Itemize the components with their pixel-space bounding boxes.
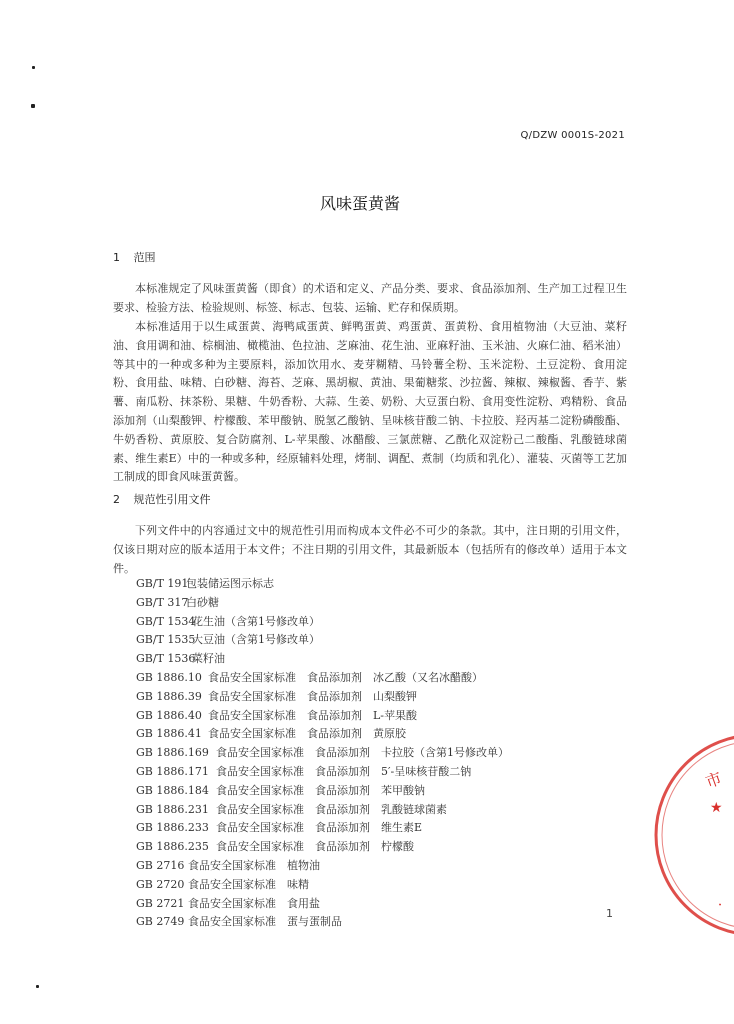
reference-item [136, 669, 509, 688]
reference-code: GB/T 1535 [136, 633, 196, 647]
reference-item [136, 613, 509, 632]
reference-title: 食品安全国家标准 食品添加剂 山梨酸钾 [208, 689, 417, 703]
standard-code: Q/DZW 0001S-2021 [520, 130, 625, 141]
reference-item [136, 913, 509, 932]
reference-item [136, 819, 509, 838]
reference-code: GB 1886.235 [136, 840, 209, 854]
reference-code: GB/T 1536 [136, 652, 196, 666]
reference-title: 菜籽油 [192, 652, 225, 666]
section-title: 范围 [133, 251, 156, 264]
reference-code: GB 1886.39 [136, 689, 202, 703]
references-intro-paragraph: 下列文件中的内容通过文中的规范性引用而构成本文件必不可少的条款。其中，注日期的引用文件，仅该日期对应的版本适用于本文件；不注日期的引用文件，其最新版本（包括所有的修改单）适用于本文件。 [113, 524, 627, 575]
reference-title: 食品安全国家标准 味精 [188, 877, 309, 891]
section-heading-scope [113, 249, 156, 265]
scope-paragraph-1: 本标准规定了风味蛋黄酱（即食）的术语和定义、产品分类、要求、食品添加剂、生产加工过程卫生要求、检验方法、检验规则、标签、标志、包装、运输、贮存和保质期。 [113, 282, 627, 314]
reference-item [136, 650, 509, 669]
section-number: 2 [113, 493, 120, 506]
reference-code: GB 1886.10 [136, 670, 202, 684]
svg-text:★: ★ [710, 800, 723, 816]
svg-text:·: · [714, 897, 726, 914]
reference-title: 食品安全国家标准 食品添加剂 5′-呈味核苷酸二钠 [216, 764, 472, 778]
reference-title: 食品安全国家标准 食品添加剂 L-苹果酸 [208, 708, 418, 722]
official-seal [686, 720, 734, 950]
reference-item [136, 688, 509, 707]
reference-item [136, 895, 509, 914]
reference-title: 食品安全国家标准 食品添加剂 黄原胶 [208, 727, 406, 741]
reference-title: 白砂糖 [186, 595, 219, 609]
reference-code: GB 2749 [136, 915, 185, 929]
section-heading-normative-references [113, 491, 211, 507]
reference-item [136, 782, 509, 801]
reference-item [136, 801, 509, 820]
scan-speck [36, 985, 39, 988]
reference-title: 食品安全国家标准 食品添加剂 乳酸链球菌素 [216, 802, 447, 816]
reference-title: 食品安全国家标准 食品添加剂 冰乙酸（又名冰醋酸） [208, 670, 483, 684]
reference-item [136, 725, 509, 744]
reference-code: GB 1886.41 [136, 727, 202, 741]
document-title: 风味蛋黄酱 [319, 194, 400, 213]
scan-speck [32, 66, 35, 69]
reference-title: 食品安全国家标准 植物油 [188, 858, 320, 872]
reference-code: GB/T 1534 [136, 614, 196, 628]
reference-item [136, 763, 509, 782]
reference-code: GB 1886.231 [136, 802, 209, 816]
section-title: 规范性引用文件 [133, 493, 211, 506]
scan-speck [31, 104, 35, 108]
svg-text:市: 市 [702, 768, 725, 792]
reference-title: 食品安全国家标准 蛋与蛋制品 [188, 915, 342, 929]
reference-item [136, 575, 509, 594]
reference-title: 食品安全国家标准 食品添加剂 苯甲酸钠 [216, 783, 425, 797]
reference-title: 食品安全国家标准 食品添加剂 柠檬酸 [216, 840, 414, 854]
reference-item [136, 876, 509, 895]
reference-code: GB 1886.184 [136, 783, 209, 797]
reference-item [136, 707, 509, 726]
reference-item [136, 744, 509, 763]
reference-title: 食品安全国家标准 食品添加剂 维生素E [216, 821, 423, 835]
reference-title: 包装储运图示标志 [186, 577, 274, 590]
reference-code: GB 2716 [136, 858, 185, 872]
reference-list [136, 575, 509, 932]
reference-item [136, 594, 509, 613]
reference-title: 花生油（含第1号修改单） [192, 614, 320, 628]
reference-code: GB 1886.40 [136, 708, 202, 722]
reference-title: 食品安全国家标准 食品添加剂 卡拉胶（含第1号修改单） [216, 746, 509, 760]
reference-code: GB/T 317 [136, 595, 189, 609]
reference-title: 食品安全国家标准 食用盐 [188, 896, 320, 910]
reference-code: GB 1886.169 [136, 746, 209, 760]
reference-code: GB 2721 [136, 896, 185, 910]
page-number: 1 [606, 907, 613, 920]
reference-item [136, 838, 509, 857]
reference-code: GB 1886.233 [136, 821, 209, 835]
reference-code: GB/T 191 [136, 577, 189, 590]
reference-item [136, 857, 509, 876]
scope-paragraph-2: 本标准适用于以生咸蛋黄、海鸭咸蛋黄、鲜鸭蛋黄、鸡蛋黄、蛋黄粉、食用植物油（大豆油、菜籽油、食用调和油、棕榈油、橄榄油、色拉油、芝麻油、花生油、亚麻籽油、玉米油、火麻仁油、稻米油）等其中的一种或多种为主要原料，添加饮用水、麦芽糊精、马铃薯全粉、玉米淀粉、土豆淀粉、食用淀粉、食用盐、味精、白砂糖、海苔、芝麻、黑胡椒、黄油、果葡糖浆、沙拉酱、辣椒、辣椒酱、香芋、紫薯、南瓜粉、抹茶粉、果糖、牛奶香粉、大蒜、生姜、奶粉、大豆蛋白粉、食用变性淀粉、鸡精粉、食品添加剂（山梨酸钾、柠檬酸、苯甲酸钠、脱氢乙酸钠、呈味核苷酸二钠、卡拉胶、羟丙基二淀粉磷酸酯、牛奶香粉、黄原胶、复合防腐剂、L-苹果酸、冰醋酸、三氯蔗糖、乙酰化双淀粉己二酸酯、乳酸链球菌素、维生素E）中的一种或多种，经原辅料处理，烤制、调配、煮制（均质和乳化）、灌装、灭菌等工艺加工制成的即食风味蛋黄酱。 [113, 320, 627, 484]
section-number: 1 [113, 251, 120, 264]
reference-item [136, 631, 509, 650]
reference-title: 大豆油（含第1号修改单） [192, 633, 320, 647]
reference-code: GB 1886.171 [136, 764, 209, 778]
reference-code: GB 2720 [136, 877, 185, 891]
